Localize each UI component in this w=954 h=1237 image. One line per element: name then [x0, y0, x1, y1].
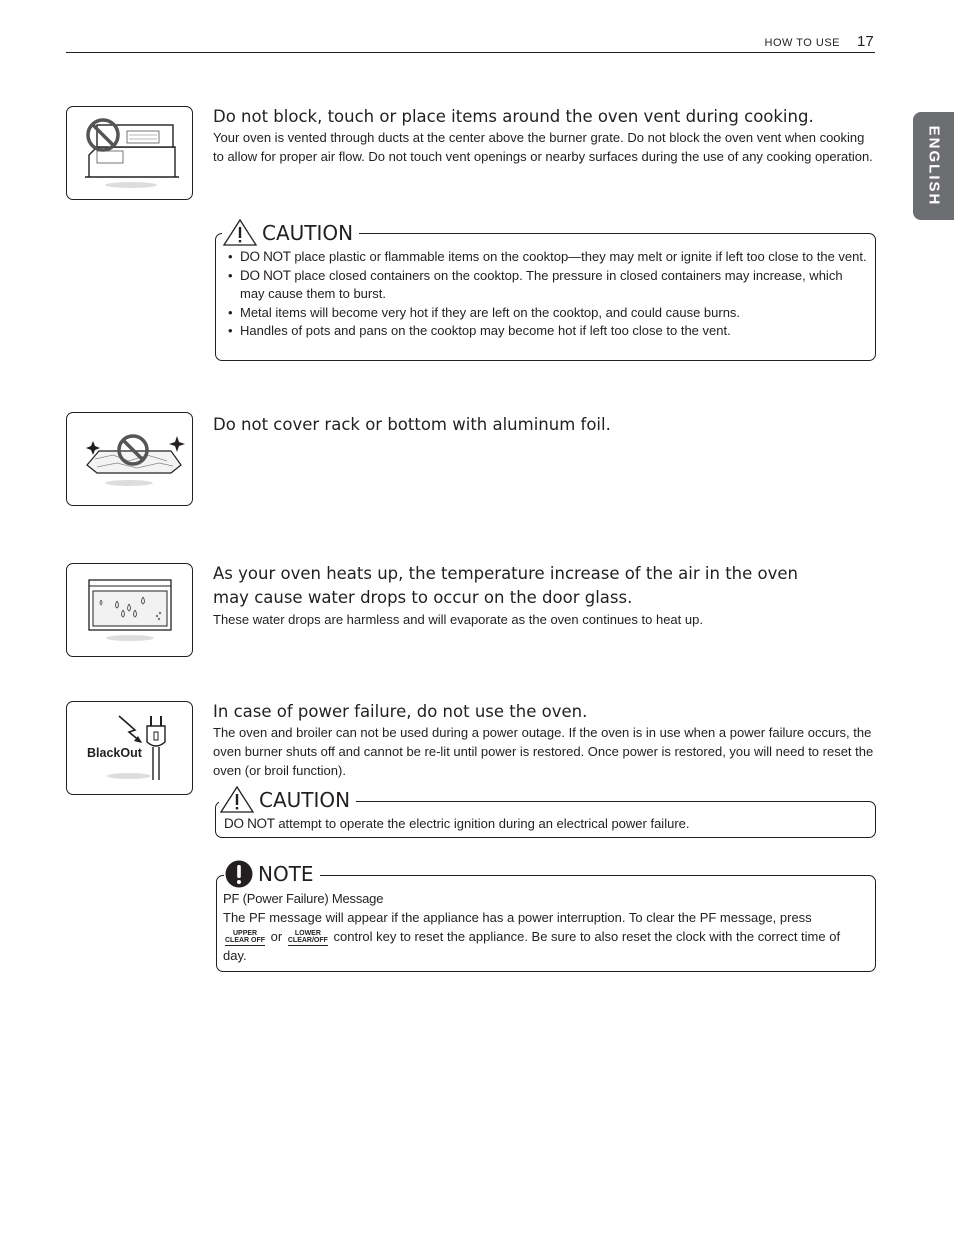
page-number: 17	[857, 33, 874, 50]
oven-vent-icon	[67, 107, 192, 199]
caution-title-2	[219, 786, 356, 814]
caution-box-1	[215, 233, 876, 361]
caution-label: CAUTION	[259, 788, 351, 812]
header-rule	[66, 52, 875, 53]
caution-item: • Metal items will become very hot if they are left on the cooktop, and could cause burns.	[224, 304, 867, 323]
vent-heading: Do not block, touch or place items around the oven vent during cooking.	[213, 107, 814, 126]
blackout-plug-icon	[67, 702, 192, 794]
warning-triangle-icon	[219, 786, 255, 814]
vent-body: Your oven is vented through ducts at the center above the burner grate. Do not block the oven vent when cooking to allow for proper air flow. Do not touch vent openings or nearby surfaces during the use of any cooking operation.	[213, 130, 873, 164]
language-tab	[913, 112, 954, 220]
lower-clear-off-key: LOWER CLEAR/OFF	[287, 929, 328, 944]
caution-title-1	[222, 219, 359, 247]
language-tab-label: ENGLISH	[925, 125, 942, 207]
header-section-label: HOW TO USE	[764, 37, 840, 49]
note-text: The PF message will appear if the appliance has a power interruption. To clear the PF message, press UPPER CLEAR OFF or LOWER CLEAR/OFF control key to reset the appliance. Be sure to also reset the clock with the correct time of day.	[223, 910, 841, 963]
caution-text-2: DO NOT attempt to operate the electric ignition during an electrical power failure.	[224, 816, 690, 831]
foil-heading: Do not cover rack or bottom with aluminum foil.	[213, 415, 611, 434]
power-illustration	[66, 701, 193, 795]
water-heading-line2: may cause water drops to occur on the door glass.	[213, 588, 633, 607]
power-body: The oven and broiler can not be used during a power outage. If the oven is in use when a power failure occurs, the oven burner shuts off and cannot be re-lit until power is restored. Once power is restored, you will need to reset the oven (or broil function).	[213, 725, 874, 778]
caution-item: • DO NOT place plastic or flammable items on the cooktop—they may melt or ignite if left too close to the vent.	[224, 248, 867, 267]
vent-illustration	[66, 106, 193, 200]
water-body: These water drops are harmless and will evaporate as the oven continues to heat up.	[213, 612, 703, 627]
oven-rack-foil-icon	[67, 413, 192, 505]
caution-item: • DO NOT place closed containers on the cooktop. The pressure in closed containers may increase, which may cause them to burst.	[224, 267, 867, 304]
power-heading: In case of power failure, do not use the oven.	[213, 702, 588, 721]
warning-triangle-icon	[222, 219, 258, 247]
caution-label: CAUTION	[262, 221, 354, 245]
oven-door-glass-icon	[67, 564, 192, 656]
caution-list-1	[224, 248, 867, 341]
water-heading-line1: As your oven heats up, the temperature increase of the air in the oven	[213, 564, 798, 583]
foil-illustration	[66, 412, 193, 506]
note-subtitle: PF (Power Failure) Message	[223, 891, 384, 906]
exclamation-circle-icon	[224, 859, 254, 889]
note-label: NOTE	[258, 862, 314, 886]
note-title	[224, 859, 320, 889]
caution-item: • Handles of pots and pans on the cooktop may become hot if left too close to the vent.	[224, 322, 867, 341]
water-illustration	[66, 563, 193, 657]
upper-clear-off-key: UPPER CLEAR OFF	[225, 929, 266, 944]
note-box	[216, 875, 876, 972]
blackout-label: BlackOut	[87, 746, 142, 760]
